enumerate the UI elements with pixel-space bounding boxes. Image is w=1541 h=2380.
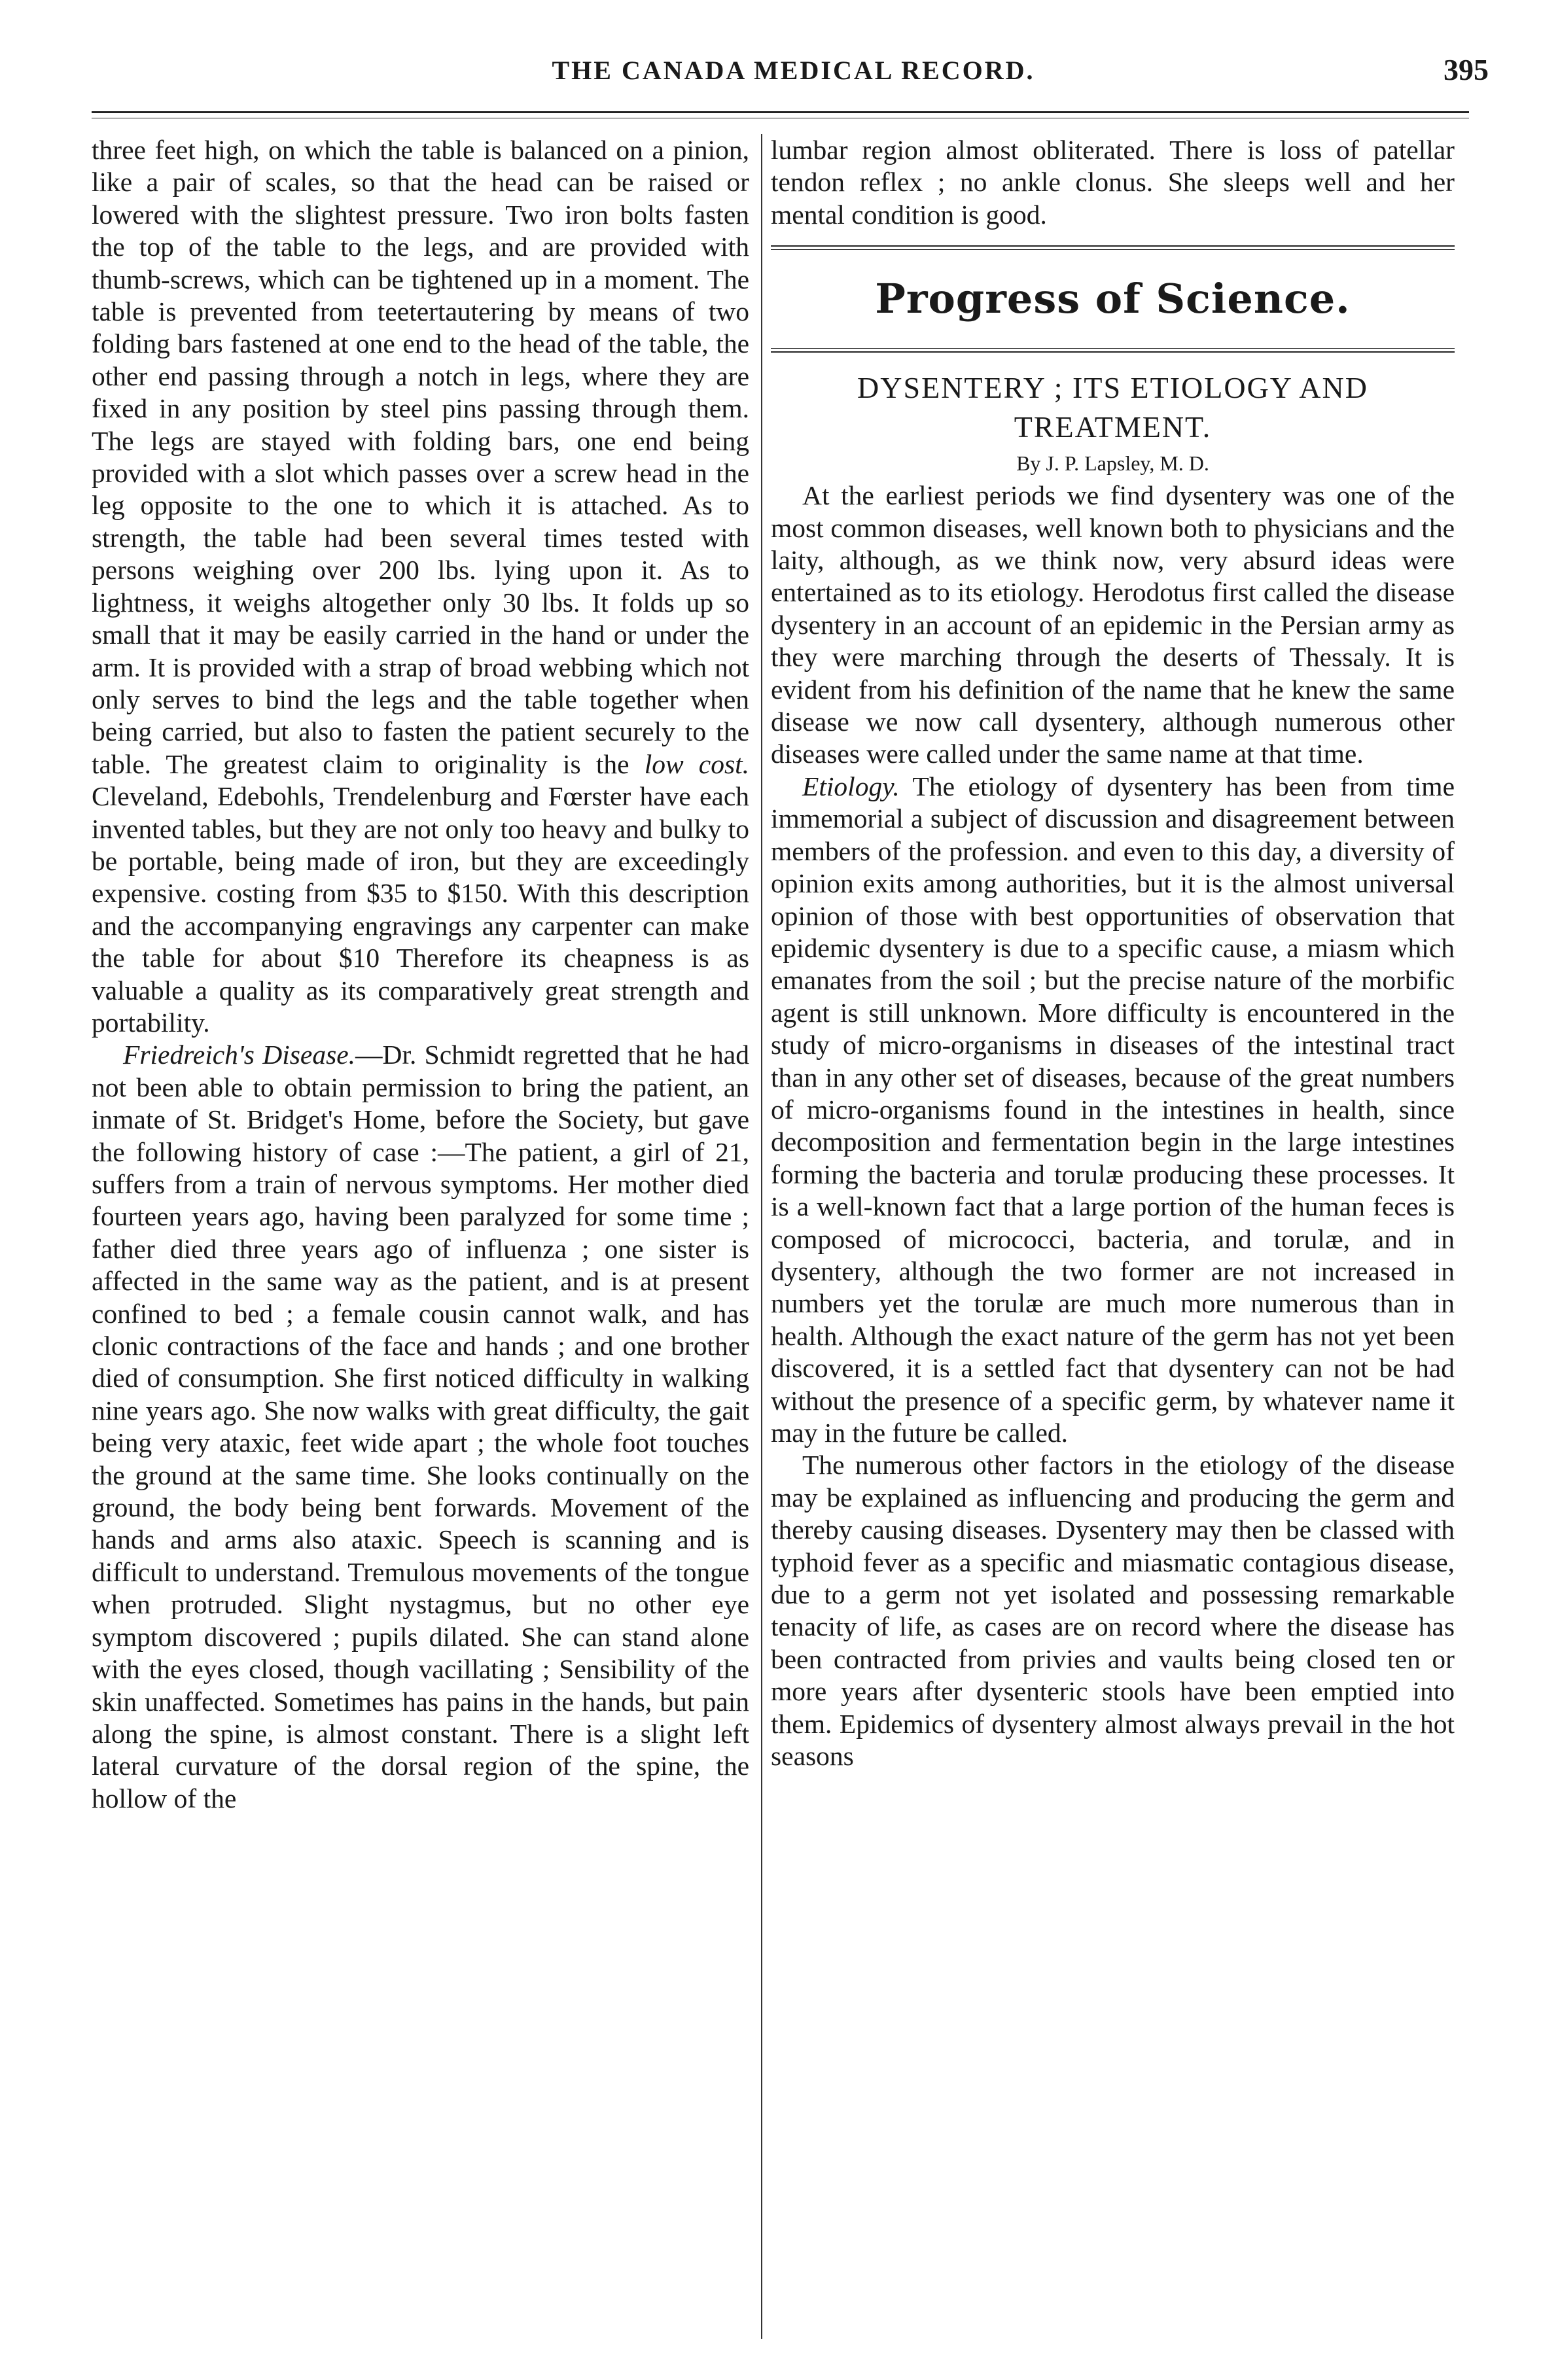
right-paragraph-continuation: lumbar region almost obliterated. There is loss of patellar tendon reflex ; no ankle clonus. She sleeps well and her mental condition is good. xyxy=(771,135,1455,230)
article-title: DYSENTERY ; ITS ETIOLOGY AND TREATMENT. xyxy=(857,371,1368,444)
section-rule-bottom xyxy=(771,351,1455,353)
subhead-friedreichs-disease: Friedreich's Disease. xyxy=(123,1040,356,1070)
right-paragraph-etiology: Etiology. The etiology of dysentery has been from time immemorial a subject of discussion and disagreement between members of the profession. and even to this day, a diversity of opinion exits among authorities, but it is the almost universal opinion of those with best opportunities of observation that epidemic dysentery is due to a specific cause, a miasm which emanates from the soil ; but the precise nature of the morbific agent is still unknown. More difficulty is encountered in the study of micro-organisms in diseases of the intestinal tract than in any other set of diseases, because of the great numbers of micro-organisms found in the intestines in health, since decomposition and fermentation begin in the large intestines forming the bacteria and torulæ producing these processes. It is a well-known fact that a large portion of the human feces is composed of micrococci, bacteria, and torulæ, and in dysentery, although the two former are not increased in numbers yet the torulæ are much more numerous than in health. Although the exact nature of the germ has not yet been discovered, it is a settled fact that dysentery can not be had without the presence of a specific germ, by whatever name it may in the future be called. xyxy=(771,771,1455,1448)
right-paragraph-intro: At the earliest periods we find dysentery was one of the most common diseases, well known both to physicians and the laity, although, as we think now, very absurd ideas were entertained as to its etiology. Herodotus first called the disease dysentery in an account of an epidemic in the Persian army as they were marching through the deserts of Thessaly. It is evident from his definition of the name that he knew the same disease we now call dysentery, although numerous other diseases were called under the same name at that time. xyxy=(771,480,1455,769)
section-rule-top xyxy=(771,245,1455,247)
right-column xyxy=(771,134,1455,1772)
running-title: THE CANADA MEDICAL RECORD. xyxy=(552,56,1035,85)
header-rule xyxy=(92,111,1469,113)
page-number: 395 xyxy=(1444,53,1489,86)
left-paragraph-friedreich: Friedreich's Disease.—Dr. Schmidt regretted that he had not been able to obtain permission to bring the patient, an inmate of St. Bridget's Home, before the Society, but gave the following history of case :—The patient, a girl of 21, suffers from a train of nervous symptoms. Her mother died fourteen years ago, having been paralyzed for some time ; father died three years ago of influenza ; one sister is affected in the same way as the patient, and is at present confined to bed ; a female cousin cannot walk, and has clonic contractions of the face and hands ; and one brother died of consumption. She first noticed difficulty in walking nine years ago. She now walks with great difficulty, the gait being very ataxic, feet wide apart ; the whole foot touches the ground at the same time. She looks continually on the ground, the body being bent forwards. Movement of the hands and arms also ataxic. Speech is scanning and is difficult to understand. Tremulous movements of the tongue when protruded. Slight nystagmus, but no other eye symptom discovered ; pupils dilated. She can stand alone with the eyes closed, though vacillating ; Sensibility of the skin unaffected. Sometimes has pains in the hands, but pain along the spine, is almost constant. There is a slight left lateral curvature of the dorsal region of the spine, the hollow of the xyxy=(92,1040,749,1813)
column-divider xyxy=(761,134,762,2339)
section-rule-bottom-thin xyxy=(771,348,1455,349)
left-column xyxy=(92,134,749,1815)
right-paragraph-factors: The numerous other factors in the etiology of the disease may be explained as influencing and producing the germ and thereby causing diseases. Dysentery may then be classed with typhoid fever as a specific and miasmatic contagious disease, due to a germ not yet isolated and possessing remarkable tenacity of life, as cases are on record where the disease has been contracted from privies and vaults being closed ten or more years after dysenteric stools have been emptied into them. Epidemics of dysentery almost always prevail in the hot seasons xyxy=(771,1450,1455,1772)
article-byline: By J. P. Lapsley, M. D. xyxy=(1016,451,1209,476)
running-head xyxy=(92,52,1495,92)
section-heading: Progress of Science. xyxy=(875,275,1351,323)
left-paragraph-table: three feet high, on which the table is balanced on a pinion, like a pair of scales, so that the head can be raised or lowered with the slightest pressure. Two iron bolts fasten the top of the table to the legs, and are provided with thumb-screws, which can be tightened up in a moment. The table is prevented from teetertautering by means of two folding bars fastened at one end to the head of the table, the other end passing through a notch in legs, where they are fixed in any position by steel pins passing through them. The legs are stayed with folding bars, one end being provided with a slot which passes over a screw head in the leg opposite to the one to which it is attached. As to strength, the table had been several times tested with persons weighing over 200 lbs. lying upon it. As to lightness, it weighs altogether only 30 lbs. It folds up so small that it may be easily carried in the hand or under the arm. It is provided with a strap of broad webbing which not only serves to bind the legs and the table together when being carried, but also to fasten the patient securely to the table. The greatest claim to originality is the low cost. Cleveland, Edebohls, Trendelenburg and Fœrster have each invented tables, but they are not only too heavy and bulky to be portable, being made of iron, but they are exceedingly expensive. costing from $35 to $150. With this description and the accompanying engravings any carpenter can make the table for about $10 Therefore its cheapness is as valuable a quality as its comparatively great strength and portability. xyxy=(92,135,750,1038)
subhead-etiology: Etiology. xyxy=(802,771,900,801)
emphasis-low-cost: low cost. xyxy=(644,748,750,779)
